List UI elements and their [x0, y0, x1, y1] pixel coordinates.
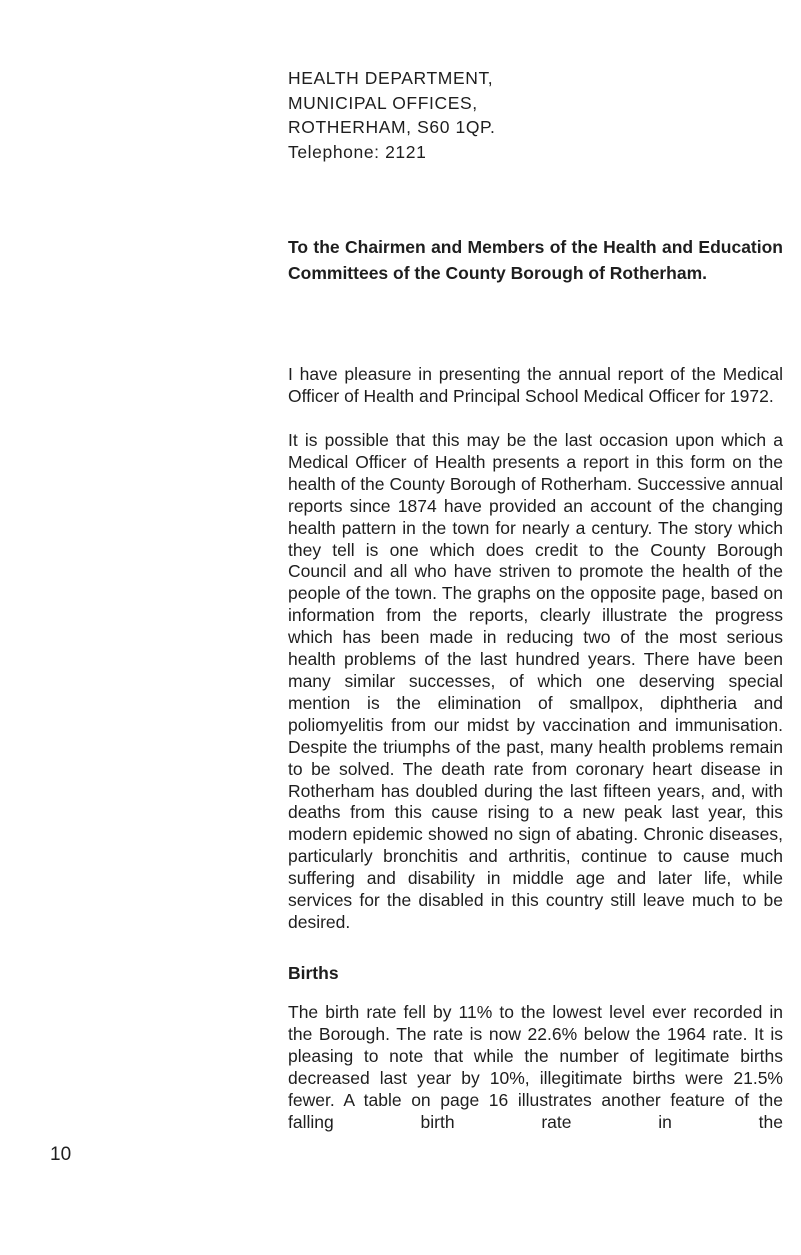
address-line-offices: MUNICIPAL OFFICES,: [288, 92, 478, 113]
address-line-department: HEALTH DEPARTMENT,: [288, 68, 494, 88]
intro-paragraph: I have pleasure in presenting the annual report of the Medical Officer of Health and Principal School Medical Officer for 1972.: [288, 364, 783, 406]
address-line-town: ROTHERHAM, S60 1QP.: [288, 117, 496, 137]
address-telephone: Telephone: 2121: [288, 141, 427, 162]
births-heading: Births: [288, 963, 339, 983]
salutation: To the Chairmen and Members of the Health and Education Committees of the County Borough of Rotherham.: [288, 237, 783, 283]
address-block: [288, 66, 708, 164]
page-number: 10: [50, 1144, 72, 1165]
main-paragraph: It is possible that this may be the last occasion upon which a Medical Officer of Health presents a report in this form on the health of the County Borough of Rotherham. Successive annual reports since 1874 have provided an account of the changing health pattern in the town for nearly a century. The story which they tell is one which does credit to the County Borough Council and all who have striven to promote the health of the people of the town. The graphs on the opposite page, based on information from the reports, clearly illustrate the progress which has been made in reducing two of the most serious health problems of the last hundred years. There have been many similar successes, of which one deserving special mention is the elimination of smallpox, diphtheria and poliomyelitis from our midst by vaccination and immunisation. Despite the triumphs of the past, many health problems remain to be solved. The death rate from coronary heart disease in Rotherham has doubled during the last fifteen years, and, with deaths from this cause rising to a new peak last year, this modern epidemic showed no sign of abating. Chronic diseases, particularly bronchitis and arthritis, continue to cause much suffering and disability in middle age and later life, while services for the disabled in this country still leave much to be desired.: [288, 430, 783, 932]
births-paragraph: The birth rate fell by 11% to the lowest level ever recorded in the Borough. The rate is now 22.6% below the 1964 rate. It is pleasing to note that while the number of legitimate births decreased last year by 10%, illegitimate births were 21.5% fewer. A table on page 16 illustrates another feature of the falling birth rate in the: [288, 1002, 783, 1132]
